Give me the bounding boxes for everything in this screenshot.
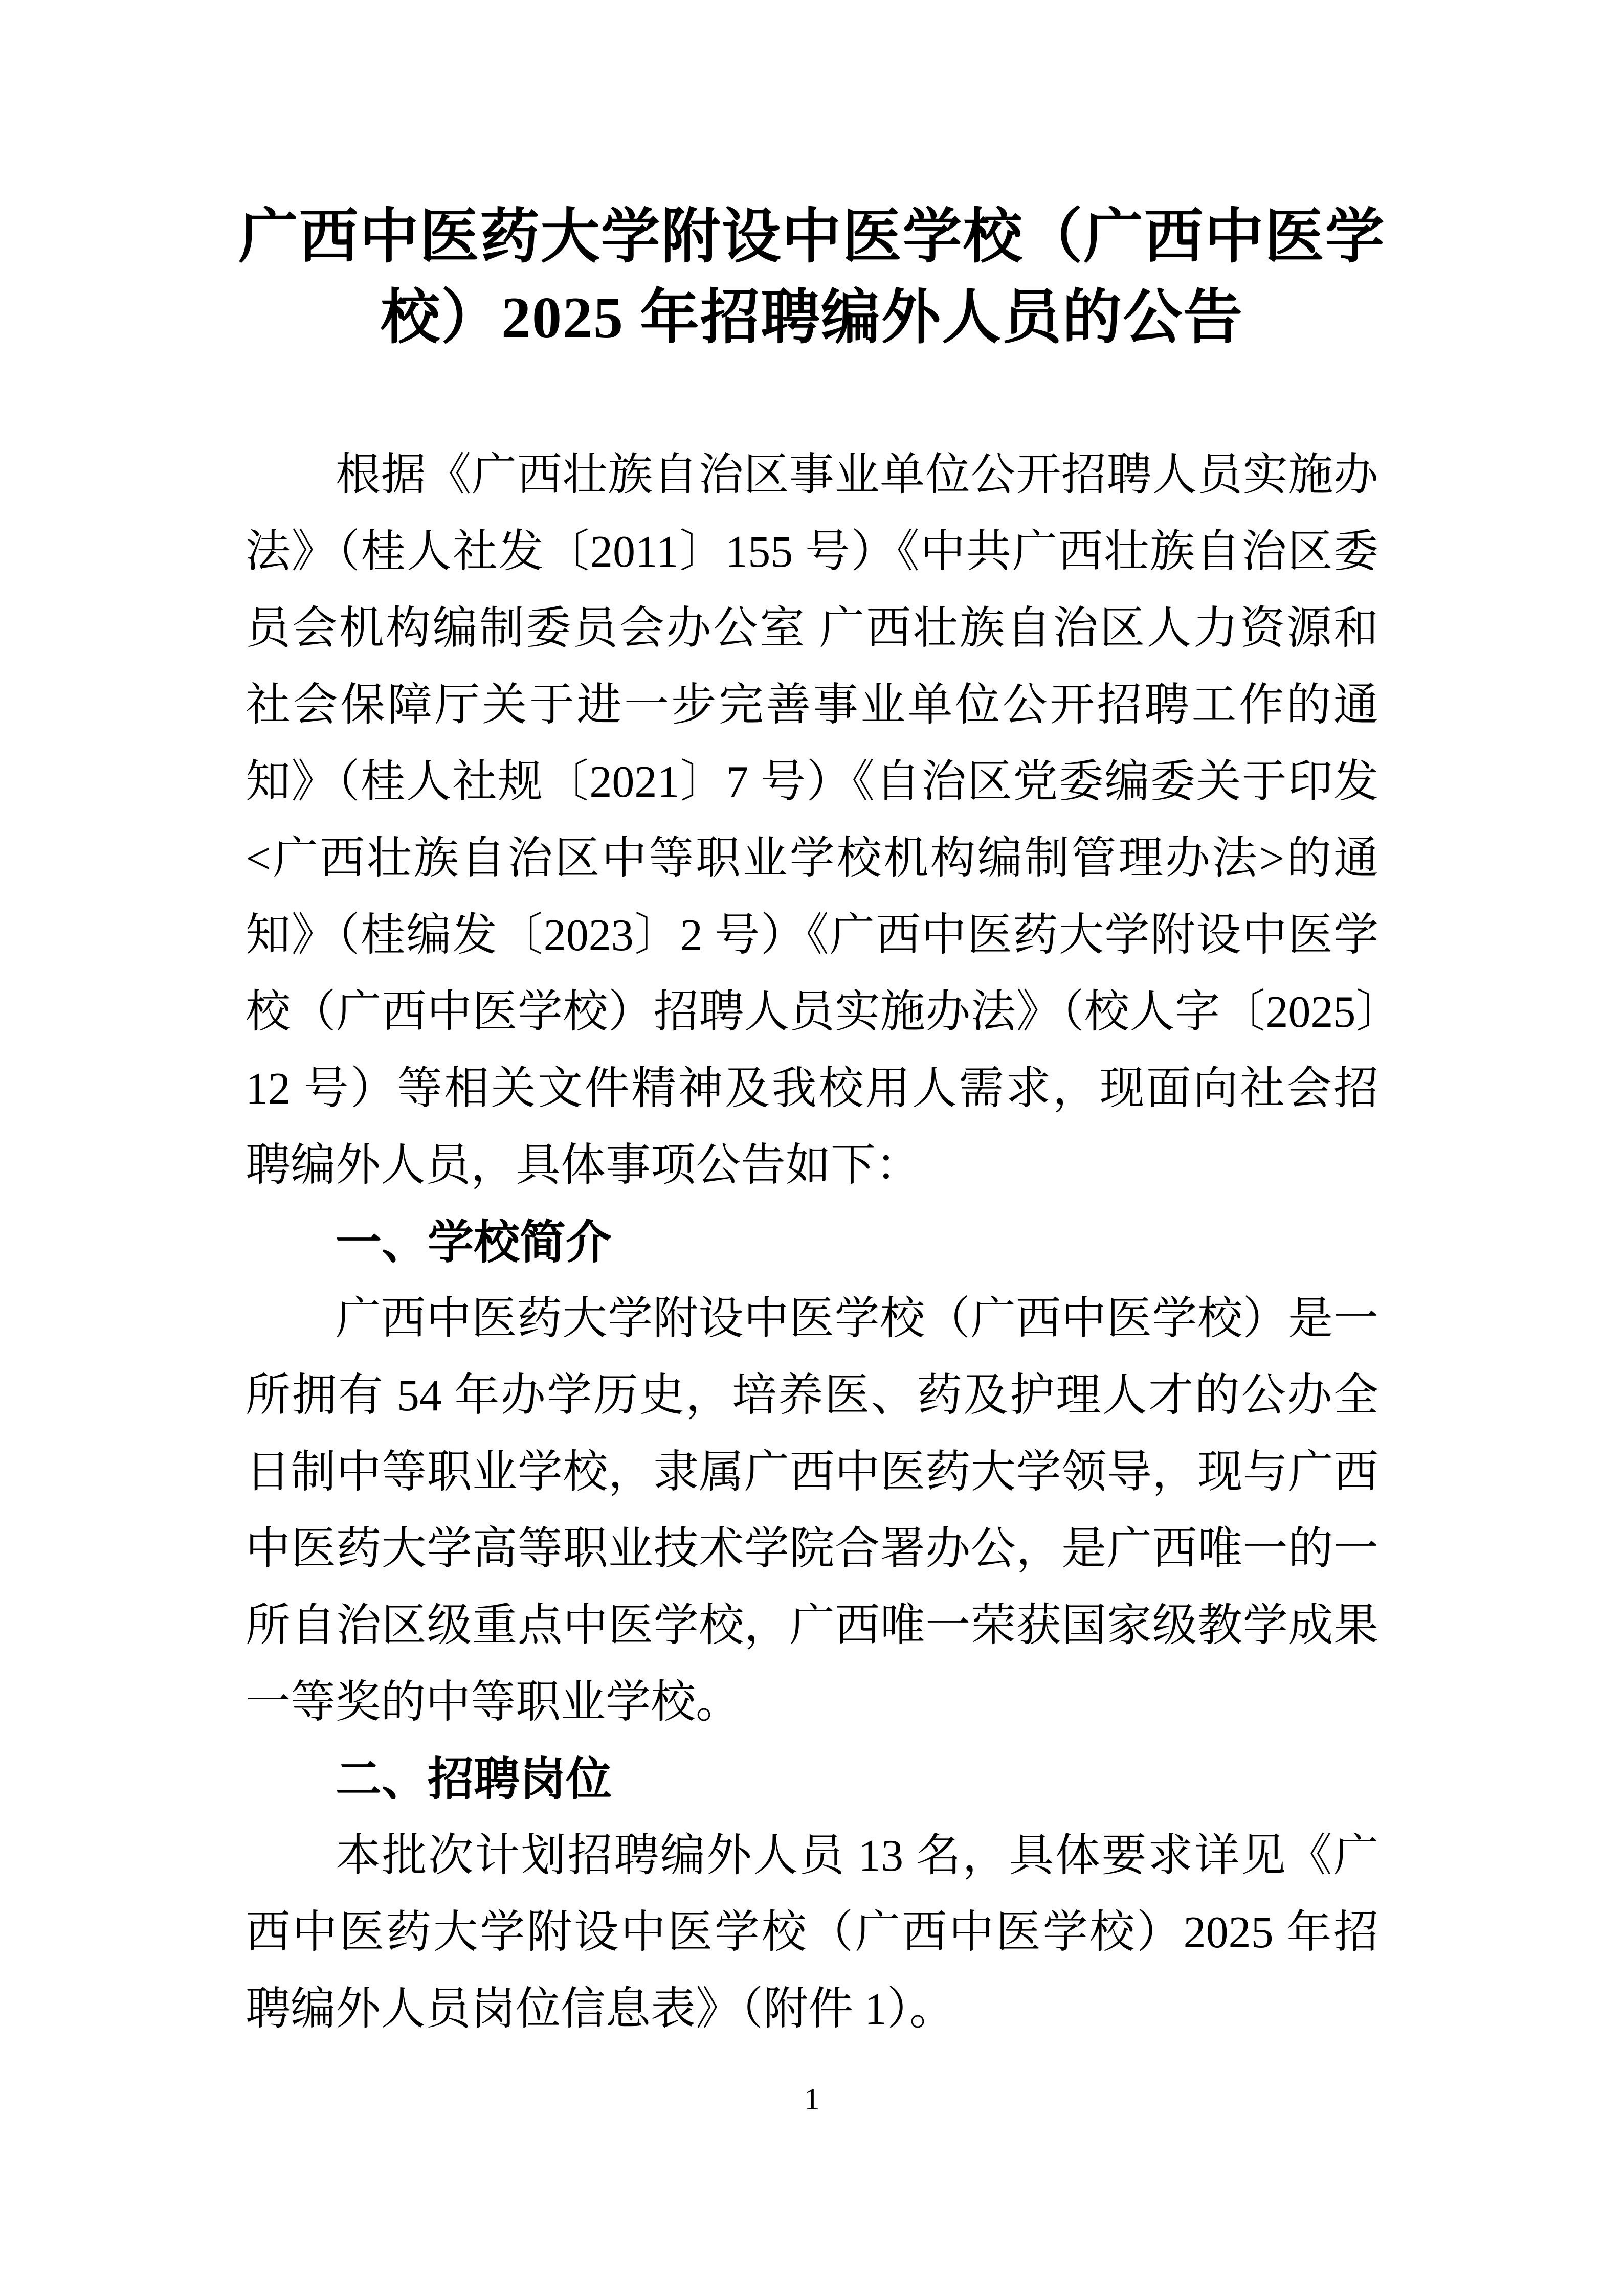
section-1-paragraph: 广西中医药大学附设中医学校（广西中医学校）是一所拥有 54 年办学历史，培养医、药及护理人才的公办全日制中等职业学校，隶属广西中医药大学领导，现与广西中医药大学高等职业技术学院合署办公，是广西唯一的一所自治区级重点中医学校，广西唯一荣获国家级教学成果一等奖的中等职业学校。 (246, 1294, 1378, 1727)
section-2-heading: 二、招聘岗位 (336, 1754, 612, 1805)
section-2-paragraph: 本批次计划招聘编外人员 13 名，具体要求详见《广西中医药大学附设中医学校（广西中医学校）2025 年招聘编外人员岗位信息表》（附件 1）。 (246, 1831, 1378, 2034)
section-1-heading: 一、学校简介 (336, 1217, 612, 1268)
document-title: 广西中医药大学附设中医学校（广西中医学校）2025 年招聘编外人员的公告 (238, 205, 1386, 351)
document-body (0, 437, 1624, 2048)
intro-paragraph: 根据《广西壮族自治区事业单位公开招聘人员实施办法》（桂人社发〔2011〕155 号）《中共广西壮族自治区委员会机构编制委员会办公室 广西壮族自治区人力资源和社会保障厅关于进一步完善事业单位公开招聘工作的通知》（桂人社规〔2021〕7 号）《自治区党委编委关于印发<广西壮族自治区中等职业学校机构编制管理办法>的通知》（桂编发〔2023〕2 号）《广西中医药大学附设中医学校（广西中医学校）招聘人员实施办法》（校人字〔2025〕12 号）等相关文件精神及我校用人需求，现面向社会招聘编外人员，具体事项公告如下： (246, 451, 1378, 1190)
page-number: 1 (804, 2082, 820, 2116)
